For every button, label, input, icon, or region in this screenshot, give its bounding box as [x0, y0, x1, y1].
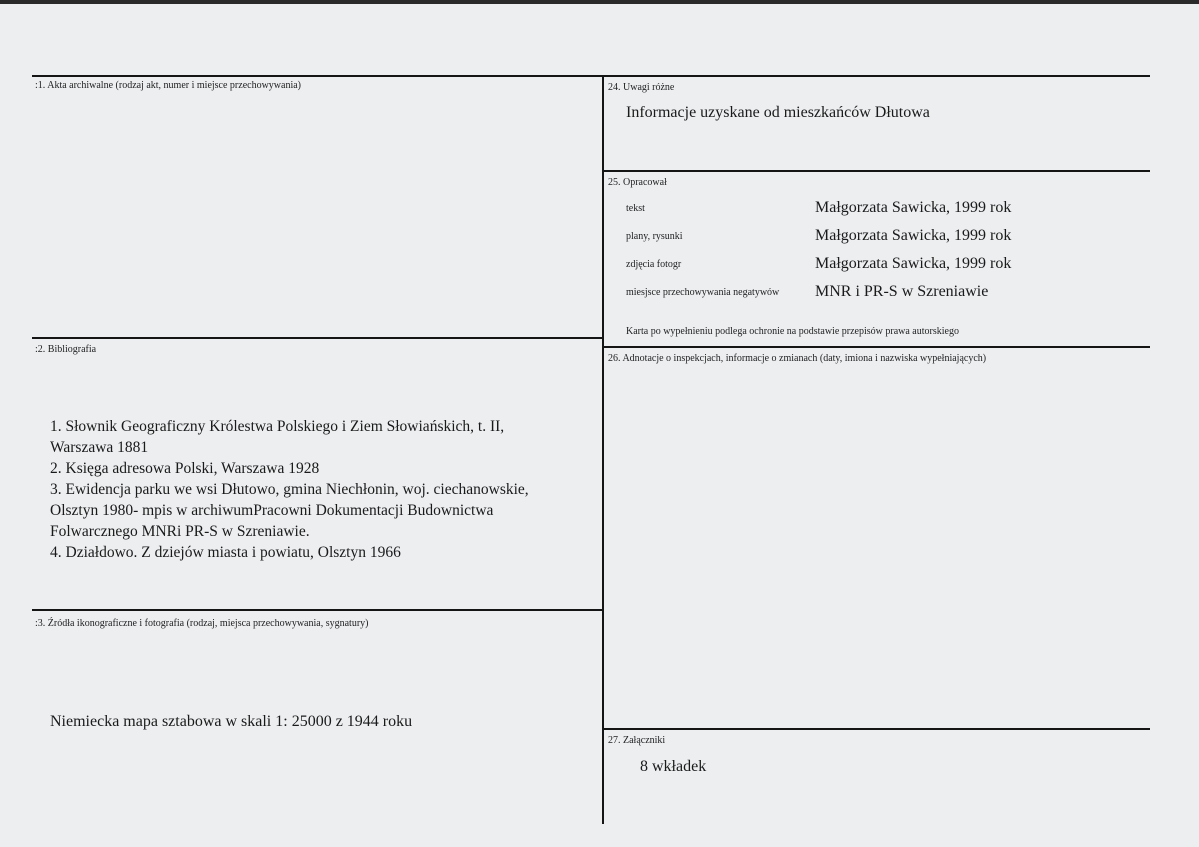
author-row-value: MNR i PR-S w Szreniawie — [815, 283, 989, 300]
scan-top-edge — [0, 0, 1199, 4]
bibliography-line: 2. Księga adresowa Polski, Warszawa 1928 — [50, 460, 320, 477]
section-26-label: 26. Adnotacje o inspekcjach, informacje o zmianach (daty, imiona i nazwiska wypełniających) — [608, 353, 987, 364]
bibliography-line: Folwarcznego MNRi PR-S w Szreniawie. — [50, 523, 310, 540]
rule-24-25 — [603, 170, 1150, 172]
bibliography-line: 4. Działdowo. Z dziejów miasta i powiatu, Olsztyn 1966 — [50, 544, 401, 561]
bibliography-line: Olsztyn 1980- mpis w archiwumPracowni Dokumentacji Budownictwa — [50, 502, 494, 519]
column-divider — [602, 76, 604, 824]
section-21-label: :1. Akta archiwalne (rodzaj akt, numer i miejsce przechowywania) — [35, 80, 302, 91]
author-row-value: Małgorzata Sawicka, 1999 rok — [815, 227, 1012, 244]
rule-25-26 — [603, 346, 1150, 348]
author-row-label: tekst — [626, 203, 645, 214]
author-row-label: miesjsce przechowywania negatywów — [626, 287, 780, 298]
bibliography-line: 1. Słownik Geograficzny Królestwa Polskiego i Ziem Słowiańskich, t. II, — [50, 418, 505, 435]
section-23-value: Niemiecka mapa sztabowa w skali 1: 25000 z 1944 roku — [50, 713, 413, 730]
rule-21-22 — [32, 337, 603, 339]
rule-26-27 — [603, 728, 1150, 730]
section-24-value: Informacje uzyskane od mieszkańców Dłutowa — [626, 104, 930, 121]
copyright-note: Karta po wypełnieniu podlega ochronie na podstawie przepisów prawa autorskiego — [626, 326, 959, 337]
section-27-value: 8 wkładek — [640, 758, 707, 775]
section-24-label: 24. Uwagi różne — [608, 82, 675, 93]
author-row-label: zdjęcia fotogr — [626, 259, 682, 270]
bibliography-line: Warszawa 1881 — [50, 439, 149, 456]
author-row-value: Małgorzata Sawicka, 1999 rok — [815, 255, 1012, 272]
author-row-label: plany, rysunki — [626, 231, 683, 242]
section-25-label: 25. Opracował — [608, 177, 667, 188]
author-row-value: Małgorzata Sawicka, 1999 rok — [815, 199, 1012, 216]
rule-22-23 — [32, 609, 603, 611]
section-23-label: :3. Źródła ikonograficzne i fotografia (rodzaj, miejsca przechowywania, sygnatury) — [35, 618, 369, 629]
bibliography-line: 3. Ewidencja parku we wsi Dłutowo, gmina Niechłonin, woj. ciechanowskie, — [50, 481, 529, 498]
rule-top — [32, 75, 1150, 77]
section-22-label: :2. Bibliografia — [35, 344, 97, 355]
bibliography-list — [50, 416, 595, 563]
section-27-label: 27. Załączniki — [608, 735, 666, 746]
